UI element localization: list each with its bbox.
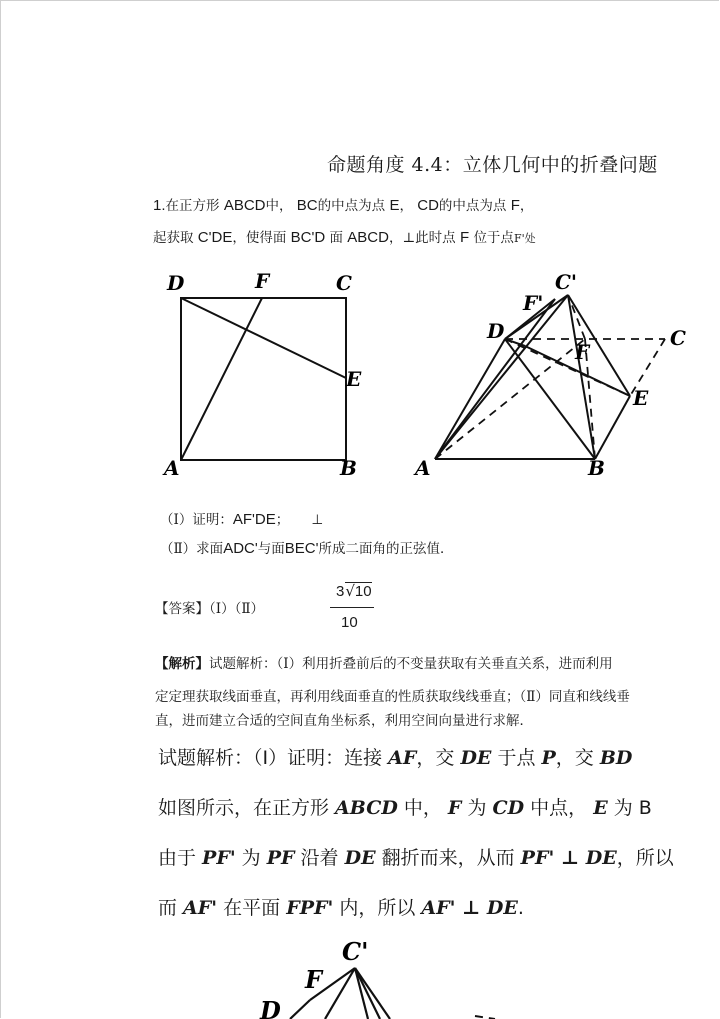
answer-label: 【答案】 — [155, 601, 209, 617]
answer-numerator: 3√10 — [336, 582, 372, 600]
question-2: （Ⅱ）求面ADC'与面BEC'所成二面角的正弦值． — [160, 540, 454, 557]
solution-line-4: 而 AF' 在平面 FPF' 内，所以 AF' ⊥ DE. — [158, 897, 524, 919]
analysis-label: 【解析】 — [155, 656, 209, 672]
answer-line: 【答案】（Ⅰ）（Ⅱ） — [155, 601, 265, 617]
problem-line-1: 1.在正方形 ABCD中， BC的中点为点 E， CD的中点为点 F， — [153, 197, 534, 214]
folded-figure — [405, 262, 705, 482]
label-b: B — [588, 456, 605, 480]
analysis-line-3: 直，进而建立合适的空间直角坐标系，利用空间向量进行求解． — [155, 713, 533, 729]
label-b: B — [340, 456, 357, 480]
solution-line-3: 由于 PF' 为 PF 沿着 DE 翻折而来，从而 PF' ⊥ DE，所以 — [158, 847, 674, 869]
label-c: C — [670, 326, 686, 350]
answer-denominator: 10 — [341, 614, 358, 631]
label-c-prime: C' — [555, 270, 578, 294]
fraction-bar — [330, 607, 374, 608]
label-a: A — [415, 456, 431, 480]
perpendicular-symbol: ⊥ — [311, 512, 324, 528]
label-c-prime: C' — [342, 937, 369, 966]
label-d: D — [167, 271, 185, 295]
partial-figure — [250, 930, 530, 1019]
label-d: D — [487, 319, 505, 343]
square-figure — [150, 262, 380, 482]
label-a: A — [164, 456, 180, 480]
segment-de — [181, 298, 346, 378]
label-f: F — [575, 340, 590, 364]
analysis-line-1: 【解析】试题解析：（Ⅰ）利用折叠前后的不变量获取有关垂直关系，进而利用 — [155, 656, 613, 672]
square-abcd — [181, 298, 346, 460]
question-1: （Ⅰ）证明：AF'DE； ⊥ — [160, 511, 324, 528]
problem-line-2: 起获取 C'DE，使得面 BC'D 面 ABCD，⊥此时点 F 位于点F'处 — [153, 229, 536, 246]
solution-line-1: 试题解析：（Ⅰ）证明：连接 AF，交 DE 于点 P，交 BD — [158, 747, 633, 769]
label-c: C — [336, 271, 352, 295]
label-d: D — [260, 996, 281, 1019]
solution-line-2: 如图所示，在正方形 ABCD 中， F 为 CD 中点， E 为 B — [158, 797, 652, 819]
analysis-line-2: 定定理获取线面垂直，再利用线面垂直的性质获取线线垂直；（Ⅱ）同直和线线垂 — [155, 689, 630, 705]
label-f: F — [255, 269, 270, 293]
label-f: F — [305, 965, 323, 994]
label-e: E — [633, 386, 649, 410]
label-e: E — [346, 367, 362, 391]
page-title: 命题角度 4.4：立体几何中的折叠问题 — [327, 154, 658, 176]
label-f-prime: F' — [523, 291, 544, 315]
segment-af — [181, 298, 262, 460]
